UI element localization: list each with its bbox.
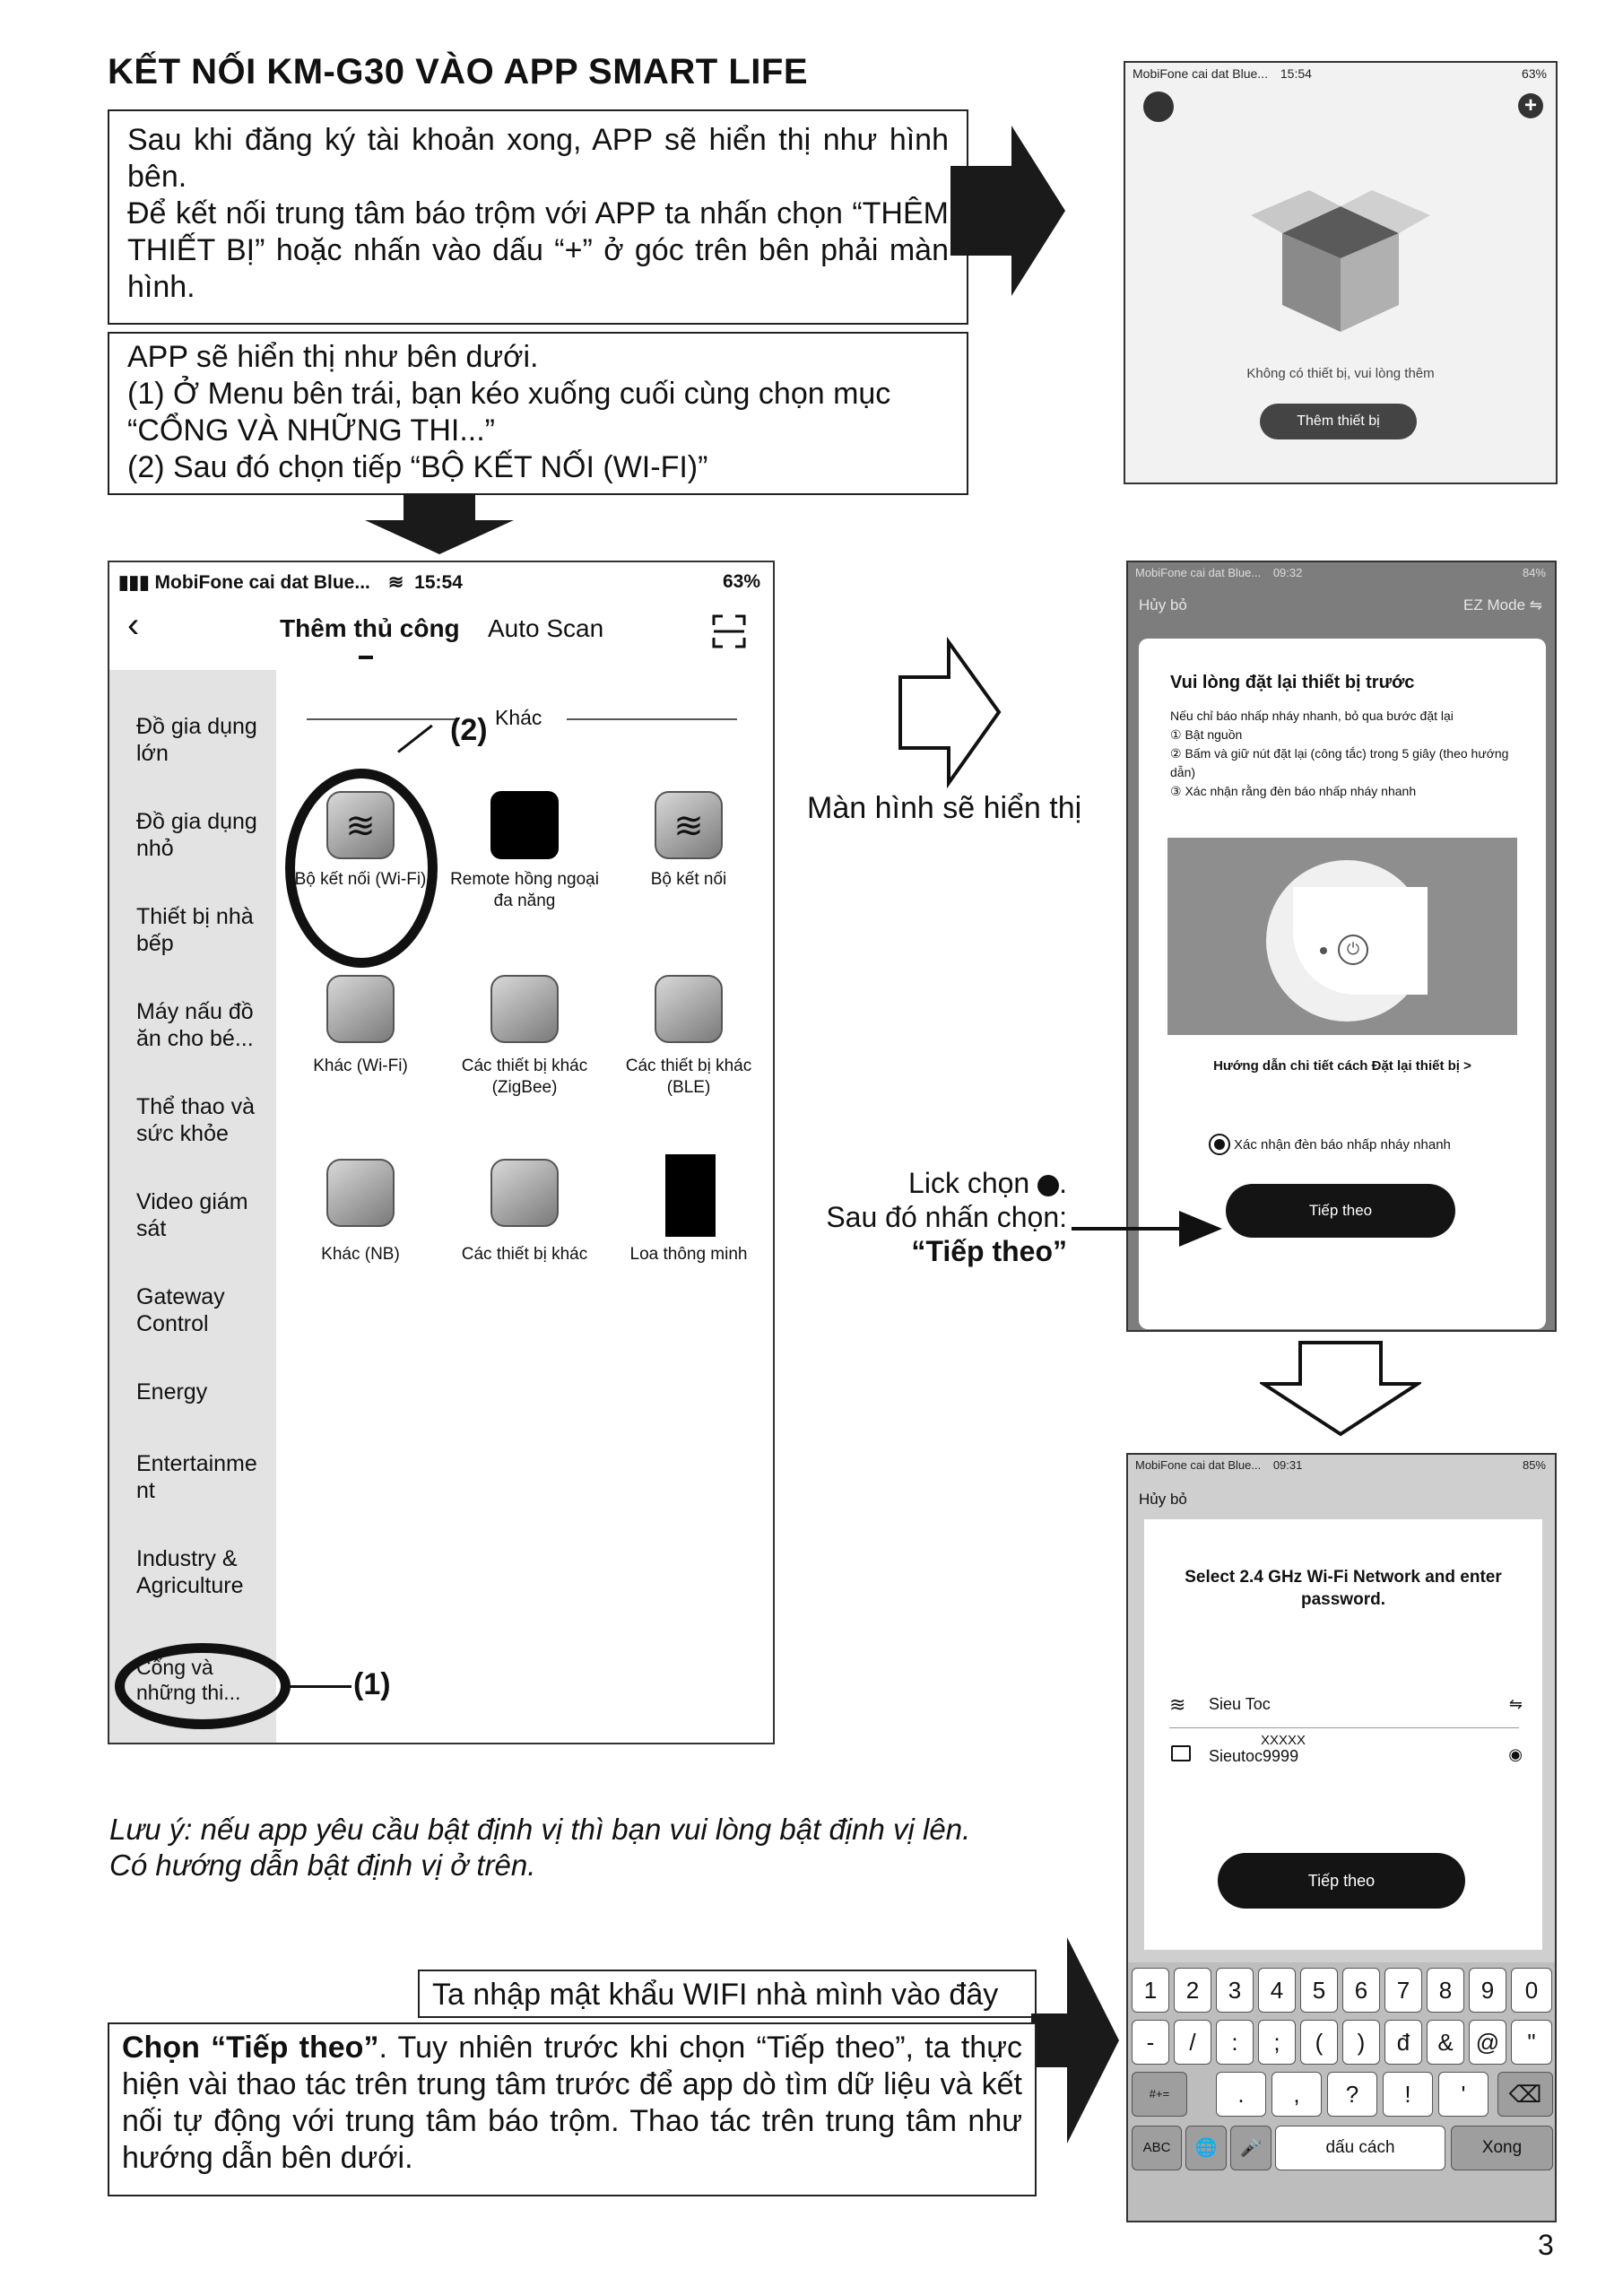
page-title: KẾT NỐI KM-G30 VÀO APP SMART LIFE <box>108 52 809 91</box>
key-slash[interactable]: / <box>1174 2020 1211 2065</box>
key-8[interactable]: 8 <box>1427 1968 1464 2013</box>
hollow-arrow-right-icon <box>897 637 1004 789</box>
note-line-1: Lưu ý: nếu app yêu cầu bật định vị thì bạn vui lòng bật định vị lên. <box>109 1813 971 1846</box>
item-label-3: Bộ kết nối <box>650 870 727 889</box>
add-device-plus-icon[interactable]: + <box>1518 93 1543 118</box>
screen-display-label: Màn hình sẽ hiển thị <box>807 791 1082 825</box>
arrow-to-keyboard-icon <box>1031 1937 1121 2144</box>
add-device-button[interactable]: Thêm thiết bị <box>1260 404 1417 439</box>
key-at[interactable]: @ <box>1469 2020 1506 2065</box>
battery: 85% <box>1522 1458 1546 1472</box>
steps-line-3: (2) Sau đó chọn tiếp “BỘ KẾT NỐI (WI-FI)” <box>127 450 708 484</box>
ssid-field[interactable]: Sieu Toc <box>1209 1695 1271 1713</box>
remote-icon[interactable] <box>490 791 559 859</box>
key-symbols[interactable]: #+= <box>1132 2072 1187 2117</box>
key-colon[interactable]: : <box>1216 2020 1254 2065</box>
key-rparen[interactable]: ) <box>1342 2020 1380 2065</box>
status-bar <box>1135 1458 1302 1472</box>
location-note <box>109 1812 970 1883</box>
item-label-7: Khác (NB) <box>321 1245 400 1264</box>
battery: 84% <box>1522 566 1546 579</box>
field-divider <box>1169 1727 1519 1728</box>
wifi-heading: Select 2.4 GHz Wi-Fi Network and enter password. <box>1185 1568 1502 1609</box>
reset-heading: Vui lòng đặt lại thiết bị trước <box>1170 673 1415 692</box>
confirm-radio[interactable] <box>1209 1134 1230 1155</box>
instruction-rest: . Tuy nhiên trước khi chọn “Tiếp theo”, ta thực hiện vài thao tác trên trung tâm trước để app dò tìm dữ liệu và kết nối tự động với trung tâm báo trộm. Thao tác trên trung tâm như hướng dẫn bên dưới. <box>122 2031 1022 2175</box>
sidebar-item-1[interactable]: Đồ gia dụng lớn <box>136 714 257 766</box>
carrier: MobiFone cai dat Blue... <box>1135 1458 1262 1472</box>
sidebar-item-4[interactable]: Máy nấu đồ ăn cho bé... <box>136 999 254 1051</box>
switch-network-icon[interactable]: ⇋ <box>1508 1695 1523 1713</box>
sidebar-item-8[interactable]: Energy <box>136 1379 208 1405</box>
eye-icon[interactable]: ◉ <box>1508 1745 1523 1763</box>
led-dot <box>1320 947 1327 954</box>
guide-link[interactable]: Hướng dẫn chi tiết cách Đặt lại thiết bị > <box>1213 1058 1471 1074</box>
key-question[interactable]: ? <box>1327 2072 1377 2117</box>
section-title: Khác <box>495 706 542 729</box>
next-instructions-box <box>108 2022 1037 2196</box>
intro-line-2: Để kết nối trung tâm báo trộm với APP ta nhấn chọn “THÊM THIẾT BỊ” hoặc nhấn vào dấu “+” ở góc trên bên phải màn hình. <box>127 196 949 304</box>
wifi-icon: ≋ <box>1169 1693 1186 1716</box>
click-note: Lick chọn . Sau đó nhấn chọn: “Tiếp theo” <box>789 1166 1067 1268</box>
section-divider-left <box>307 718 459 720</box>
other-ble-icon[interactable] <box>655 975 723 1043</box>
microphone-icon[interactable]: 🎤 <box>1230 2126 1271 2170</box>
click-note-line-1: Lick chọn <box>908 1167 1030 1199</box>
carrier: MobiFone cai dat Blue... <box>154 572 370 593</box>
wifi-gateway-icon[interactable]: ≋ <box>326 791 395 859</box>
wifi-connector-icon[interactable]: ≋ <box>655 791 723 859</box>
item-label-1: Bộ kết nối (Wi-Fi) <box>294 870 427 889</box>
instruction-bold: Chọn “Tiếp theo” <box>122 2031 379 2065</box>
other-wifi-icon[interactable] <box>326 975 395 1043</box>
callout-1: (1) <box>353 1667 391 1701</box>
key-period[interactable]: . <box>1216 2072 1266 2117</box>
power-icon: ⏻ <box>1338 935 1368 965</box>
carrier: MobiFone cai dat Blue... <box>1135 566 1262 579</box>
click-note-line-2: Sau đó nhấn chọn: <box>826 1201 1067 1233</box>
item-label-8: Các thiết bị khác <box>461 1245 588 1264</box>
key-9[interactable]: 9 <box>1469 1968 1506 2013</box>
reset-line-1: Nếu chỉ báo nhấp nháy nhanh, bỏ qua bước đặt lại <box>1170 709 1454 723</box>
status-bar <box>1135 566 1302 579</box>
steps-line-2: (1) Ở Menu bên trái, bạn kéo xuống cuối cùng chọn mục “CỔNG VÀ NHỮNG THI...” <box>127 377 891 448</box>
time: 09:31 <box>1272 1458 1303 1472</box>
scan-icon[interactable] <box>712 614 746 648</box>
tab-auto-scan[interactable]: Auto Scan <box>488 614 604 642</box>
other-zigbee-icon[interactable] <box>490 975 559 1043</box>
sidebar-item-5[interactable]: Thể thao và sức khỏe <box>136 1094 256 1146</box>
time: 09:32 <box>1272 566 1303 579</box>
item-label-2: Remote hồng ngoại đa năng <box>450 870 599 910</box>
key-done[interactable]: Xong <box>1451 2126 1553 2170</box>
key-abc[interactable]: ABC <box>1132 2126 1182 2170</box>
pointer-arrow-icon <box>1072 1209 1224 1248</box>
arrow-down-icon <box>363 493 516 556</box>
next-button[interactable]: Tiếp theo <box>1226 1184 1455 1238</box>
wifi-password-label <box>418 1970 1037 2018</box>
reset-instructions <box>1170 707 1529 801</box>
callout-2: (2) <box>450 713 488 747</box>
key-ampersand[interactable]: & <box>1427 2020 1464 2065</box>
wifi-card <box>1144 1519 1542 1950</box>
avatar[interactable] <box>1143 91 1174 122</box>
key-exclaim[interactable]: ! <box>1383 2072 1433 2117</box>
key-4[interactable]: 4 <box>1258 1968 1296 2013</box>
ez-mode-toggle[interactable]: EZ Mode ⇋ <box>1463 596 1542 613</box>
screen-add-manual <box>108 561 775 1744</box>
next-button[interactable]: Tiếp theo <box>1218 1853 1465 1909</box>
status-bar <box>1133 66 1312 81</box>
globe-icon[interactable]: 🌐 <box>1185 2126 1227 2170</box>
password-overlay: XXXXX <box>1261 1733 1306 1748</box>
back-chevron-icon[interactable]: ‹ <box>127 605 140 645</box>
intro-line-1: Sau khi đăng ký tài khoản xong, APP sẽ hiển thị như hình bên. <box>127 123 949 194</box>
wifi-label-text: Ta nhập mật khẩu WIFI nhà mình vào đây <box>432 1978 999 2012</box>
section-divider-right <box>567 718 737 720</box>
key-7[interactable]: 7 <box>1384 1968 1422 2013</box>
sidebar-item-7[interactable]: Gateway Control <box>136 1284 225 1336</box>
key-5[interactable]: 5 <box>1300 1968 1338 2013</box>
arrow-right-icon <box>950 126 1067 296</box>
sidebar-item-gateways[interactable]: Cổng và những thi... <box>136 1656 241 1704</box>
steps-box <box>108 332 968 495</box>
key-3[interactable]: 3 <box>1216 1968 1254 2013</box>
intro-box <box>108 109 968 325</box>
item-label-9: Loa thông minh <box>629 1245 748 1264</box>
hollow-arrow-down-icon <box>1260 1339 1421 1438</box>
reset-line-2: ① Bật nguồn <box>1170 727 1243 742</box>
reset-line-3: ② Bấm và giữ nút đặt lại (công tắc) trong 5 giây (theo hướng dẫn) <box>1170 746 1509 779</box>
sidebar-item-2[interactable]: Đồ gia dụng nhỏ <box>136 809 257 861</box>
sidebar-item-9[interactable]: Entertainme nt <box>136 1451 257 1503</box>
sidebar-item-3[interactable]: Thiết bị nhà bếp <box>136 904 254 956</box>
sidebar-item-10[interactable]: Industry & Agriculture <box>136 1546 244 1598</box>
highlight-ring-1 <box>115 1643 291 1729</box>
reset-line-4: ③ Xác nhận rằng đèn báo nhấp nháy nhanh <box>1170 784 1417 798</box>
device-illustration <box>1167 838 1517 1035</box>
key-6[interactable]: 6 <box>1342 1968 1380 2013</box>
key-1[interactable]: 1 <box>1132 1968 1169 2013</box>
note-line-2: Có hướng dẫn bật định vị ở trên. <box>109 1848 536 1882</box>
confirm-label: Xác nhận đèn báo nhấp nháy nhanh <box>1234 1137 1451 1152</box>
wifi-icon: ≋ <box>387 572 404 593</box>
sidebar-item-6[interactable]: Video giám sát <box>136 1189 248 1241</box>
key-dash[interactable]: - <box>1132 2020 1169 2065</box>
key-lparen[interactable]: ( <box>1300 2020 1338 2065</box>
key-space[interactable]: dấu cách <box>1275 2126 1445 2170</box>
item-label-5: Các thiết bị khác (ZigBee) <box>461 1057 588 1097</box>
tab-indicator <box>359 656 373 659</box>
cancel-button[interactable]: Hủy bỏ <box>1139 1491 1187 1508</box>
callout-line-1 <box>289 1685 352 1688</box>
smart-speaker-icon[interactable] <box>665 1154 716 1237</box>
key-0[interactable]: 0 <box>1511 1968 1552 2013</box>
backspace-icon[interactable]: ⌫ <box>1497 2072 1553 2117</box>
key-apostrophe[interactable]: ' <box>1438 2072 1488 2117</box>
callout-line-2 <box>397 725 433 753</box>
empty-text: Không có thiết bị, vui lòng thêm <box>1246 366 1435 381</box>
cancel-button[interactable]: Hủy bỏ <box>1139 596 1187 613</box>
screen-wifi-password <box>1126 1453 1557 2222</box>
click-note-line-3: “Tiếp theo” <box>911 1235 1067 1267</box>
status-bar <box>118 571 463 594</box>
radio-checked-icon <box>1037 1175 1059 1196</box>
screen-home-empty <box>1124 61 1558 484</box>
time: 15:54 <box>414 572 463 593</box>
battery: 63% <box>722 571 760 592</box>
empty-box-icon <box>1246 179 1435 336</box>
key-comma[interactable]: , <box>1271 2072 1322 2117</box>
signal-icon: ▮▮▮ <box>118 572 150 593</box>
password-field[interactable]: Sieutoc9999 <box>1209 1747 1299 1765</box>
lock-icon <box>1171 1745 1191 1761</box>
steps-line-1: APP sẽ hiển thị như bên dưới. <box>127 340 539 374</box>
item-label-4: Khác (Wi-Fi) <box>313 1057 408 1075</box>
key-dstroke[interactable]: đ <box>1384 2020 1422 2065</box>
carrier: MobiFone cai dat Blue... <box>1133 66 1268 81</box>
time: 15:54 <box>1280 66 1312 81</box>
other-devices-icon[interactable] <box>490 1159 559 1227</box>
keyboard <box>1128 1962 1557 2222</box>
item-label-6: Các thiết bị khác (BLE) <box>625 1057 752 1097</box>
key-quote[interactable]: " <box>1511 2020 1552 2065</box>
highlight-ring-2 <box>285 769 438 968</box>
key-semicolon[interactable]: ; <box>1258 2020 1296 2065</box>
other-nb-icon[interactable] <box>326 1159 395 1227</box>
page-number: 3 <box>1538 2229 1554 2261</box>
key-2[interactable]: 2 <box>1174 1968 1211 2013</box>
tab-manual[interactable]: Thêm thủ công <box>280 614 460 642</box>
battery: 63% <box>1521 66 1547 81</box>
